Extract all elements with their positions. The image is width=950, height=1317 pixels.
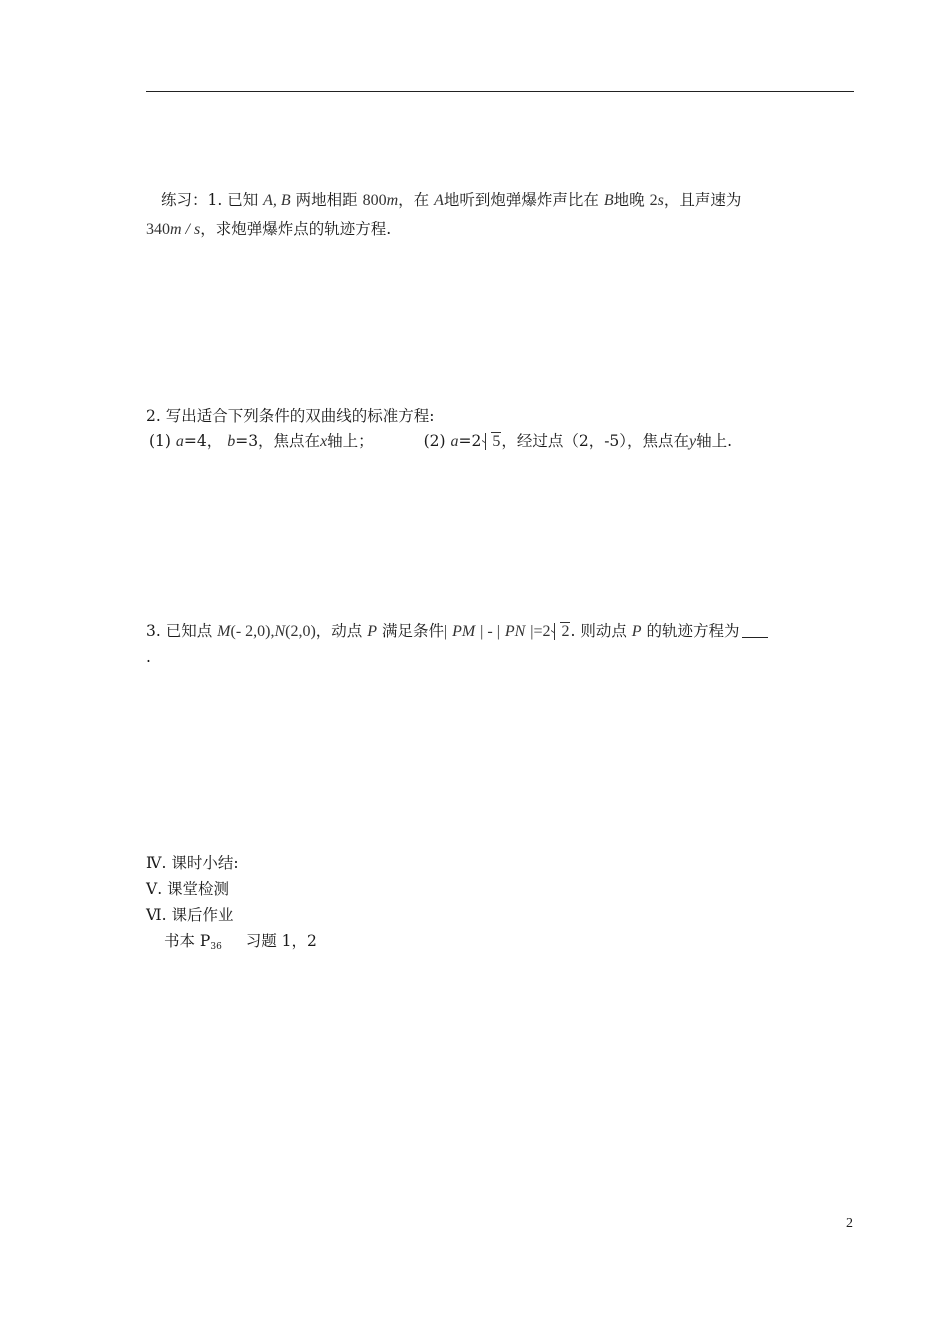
math: B bbox=[603, 192, 614, 209]
number: 340 bbox=[146, 221, 170, 238]
text: 轴上. bbox=[696, 432, 733, 450]
math: (- 2,0), bbox=[230, 623, 275, 640]
text: 书本 P bbox=[164, 932, 211, 950]
math: |=2 bbox=[530, 623, 551, 640]
text: 满足条件 bbox=[381, 622, 444, 640]
math: PM bbox=[452, 623, 476, 640]
text: ，在 bbox=[398, 191, 430, 209]
text: =3，焦点在 bbox=[235, 432, 321, 450]
math: | - | bbox=[480, 623, 500, 640]
sqrt-symbol bbox=[482, 432, 501, 452]
math: M bbox=[217, 623, 231, 640]
math: P bbox=[631, 623, 642, 640]
math: (2,0) bbox=[285, 623, 316, 640]
text: ，经过点（2，-5），焦点在 bbox=[501, 432, 690, 450]
text: 的轨迹方程为 bbox=[646, 622, 740, 640]
exercise-1-line-1 bbox=[161, 190, 741, 211]
page-subscript: 36 bbox=[210, 942, 222, 952]
text: 两地相距 bbox=[295, 191, 358, 209]
section-summary: Ⅳ. 课时小结: bbox=[146, 854, 239, 872]
exercise-3-line bbox=[146, 621, 768, 642]
math: a bbox=[175, 433, 184, 450]
text: 练习：1. 已知 bbox=[161, 191, 259, 209]
text: ，且声速为 bbox=[663, 191, 742, 209]
math: | bbox=[443, 623, 448, 640]
math: s bbox=[657, 192, 664, 209]
math: N bbox=[274, 623, 286, 640]
math: m / s bbox=[170, 221, 201, 238]
math: b bbox=[227, 433, 236, 450]
math: x bbox=[320, 433, 328, 450]
text: 轴上； bbox=[327, 432, 374, 450]
section-homework: Ⅵ. 课后作业 bbox=[146, 906, 234, 924]
text: 地晚 bbox=[613, 191, 645, 209]
answer-blank bbox=[742, 622, 768, 638]
radicand: 5 bbox=[492, 433, 501, 450]
math: y bbox=[689, 433, 697, 450]
homework-assignment bbox=[164, 931, 317, 957]
math: A bbox=[434, 192, 444, 209]
number: 800 bbox=[362, 192, 387, 209]
text: ，动点 bbox=[315, 622, 363, 640]
exercise-3-dot: . bbox=[146, 648, 151, 666]
exercise-2-conditions bbox=[149, 431, 732, 452]
text: =2 bbox=[458, 432, 482, 450]
math: P bbox=[367, 623, 378, 640]
text: (2) bbox=[423, 432, 446, 450]
math: m bbox=[386, 192, 399, 209]
exercise-1-line-2 bbox=[146, 219, 391, 240]
text: 3. 已知点 bbox=[146, 622, 213, 640]
page-number: 2 bbox=[846, 1216, 853, 1231]
section-classroom-test: Ⅴ. 课堂检测 bbox=[146, 880, 230, 898]
text: . 则动点 bbox=[570, 622, 627, 640]
radicand: 2 bbox=[561, 623, 570, 640]
text: =4， bbox=[183, 432, 223, 450]
number: 2 bbox=[649, 192, 658, 209]
exercise-2-title: 2. 写出适合下列条件的双曲线的标准方程: bbox=[146, 407, 435, 425]
text: (1) bbox=[149, 432, 171, 450]
text: ，求炮弹爆炸点的轨迹方程. bbox=[200, 220, 392, 238]
math: A, B bbox=[263, 192, 291, 209]
sqrt-symbol bbox=[551, 622, 570, 642]
math: PN bbox=[504, 623, 526, 640]
text: 地听到炮弹爆炸声比在 bbox=[443, 191, 599, 209]
text: 习题 1，2 bbox=[245, 932, 317, 950]
math: a bbox=[450, 433, 459, 450]
header-rule bbox=[146, 91, 854, 92]
